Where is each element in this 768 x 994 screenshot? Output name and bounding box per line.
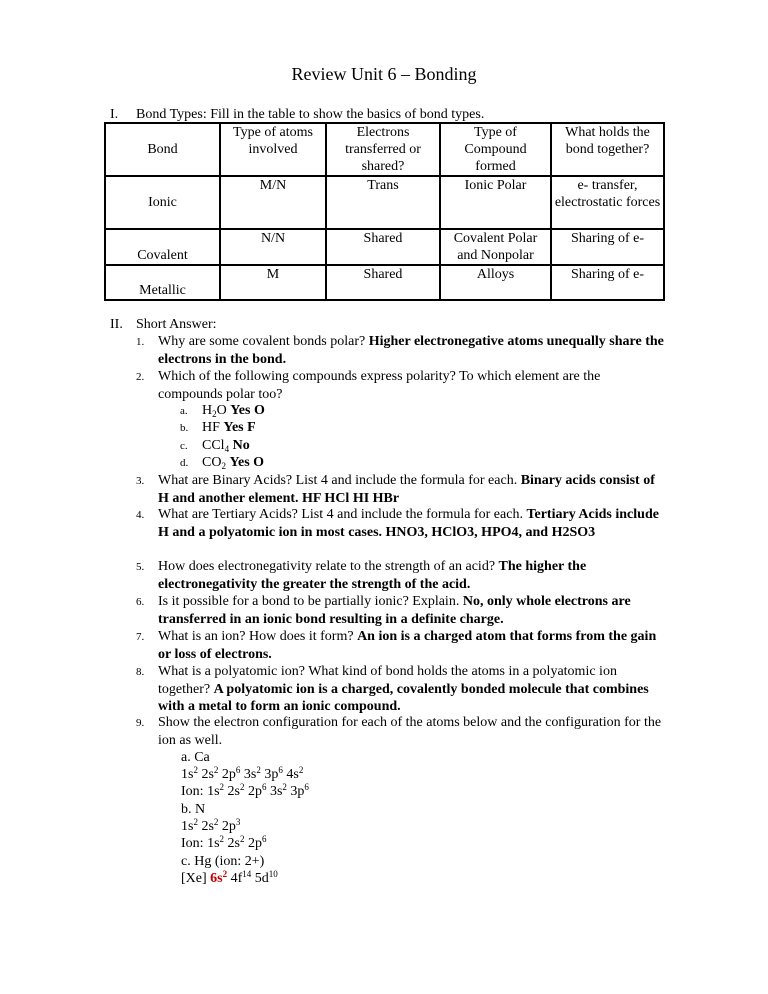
question-text: What are Tertiary Acids? List 4 and include the formula for each. (158, 507, 527, 522)
cell-bond: Covalent (105, 229, 220, 265)
cell-bond: Ionic (105, 176, 220, 229)
question-7 (136, 628, 666, 663)
item-letter: b. (180, 422, 189, 434)
cell-holds: Sharing of e- (551, 265, 664, 300)
question-3 (136, 472, 666, 507)
question-number: 7. (136, 631, 145, 643)
cell-atoms: M (220, 265, 326, 300)
formula: $CO_2$ (202, 455, 226, 471)
section-1-heading-text: Bond Types: Fill in the table to show the basics of bond types. (136, 107, 485, 122)
section-2-heading-text: Short Answer: (136, 317, 217, 332)
question-number: 9. (136, 717, 145, 729)
table-row (105, 176, 664, 229)
answer-text: Yes O (229, 455, 265, 470)
compound-item-a (180, 402, 265, 421)
atom-ca-label: a. Ca (181, 750, 210, 765)
question-number: 8. (136, 666, 145, 678)
cell-holds: e- transfer, electrostatic forces (551, 176, 664, 229)
question-text: What is a polyatomic ion? What kind of bond holds the atoms in a polyatomic ion together? (158, 664, 617, 697)
n-ion-configuration: Ion: $1s^2$ $2s^2$ $2p^6$ (181, 834, 267, 851)
question-number: 2. (136, 371, 145, 383)
question-1 (136, 333, 666, 368)
compound-item-b (180, 419, 256, 438)
question-text: Is it possible for a bond to be partially ionic? Explain. (158, 594, 463, 609)
page-title: Review Unit 6 – Bonding (291, 64, 477, 84)
header-electrons: Electrons transferred or shared? (326, 123, 440, 176)
cell-electrons: Shared (326, 265, 440, 300)
table-row (105, 265, 664, 300)
question-2 (136, 368, 666, 403)
question-number: 6. (136, 596, 145, 608)
ca-configuration: $1s^2$ $2s^2$ $2p^6$ $3s^2$ $3p^6$ $4s^2$ (181, 765, 304, 782)
header-compound: Type of Compound formed (440, 123, 551, 176)
cell-compound: Covalent Polar and Nonpolar (440, 229, 551, 265)
cell-atoms: M/N (220, 176, 326, 229)
item-letter: c. (180, 440, 188, 452)
n-configuration: $1s^2$ $2s^2$ $2p^3$ (181, 817, 241, 834)
header-atoms: Type of atoms involved (220, 123, 326, 176)
answer-text: The higher the electronegativity the greater the strength of the acid. (158, 559, 587, 592)
question-number: 1. (136, 336, 145, 348)
answer-text: No (232, 438, 250, 453)
question-4 (136, 506, 666, 541)
compound-item-c (180, 437, 250, 456)
cell-compound: Alloys (440, 265, 551, 300)
answer-text: Tertiary Acids include H and a polyatomic ion in most cases. HNO3, HClO3, HPO4, and H2SO3 (158, 507, 659, 540)
question-text: Show the electron configuration for each of the atoms below and the configuration for the ion as well. (158, 715, 662, 748)
question-9 (136, 714, 666, 749)
bond-types-table (104, 122, 665, 301)
table-header-row (105, 123, 664, 176)
question-text: How does electronegativity relate to the strength of an acid? (158, 559, 499, 574)
answer-text: No, only whole electrons are transferred in an ionic bond resulting in a definite charge. (158, 594, 631, 627)
question-number: 5. (136, 561, 145, 573)
atom-n-label: b. N (181, 802, 206, 817)
cell-bond: Metallic (105, 265, 220, 300)
cell-electrons: Trans (326, 176, 440, 229)
section-2-numeral: II. (110, 317, 123, 332)
question-8 (136, 663, 666, 716)
compound-item-d (180, 454, 264, 473)
cell-electrons: Shared (326, 229, 440, 265)
question-5 (136, 558, 666, 593)
header-bond: Bond (105, 123, 220, 176)
question-number: 3. (136, 475, 145, 487)
question-text: What are Binary Acids? List 4 and include the formula for each. (158, 473, 521, 488)
cell-atoms: N/N (220, 229, 326, 265)
atom-hg-label: c. Hg (ion: 2+) (181, 854, 265, 869)
answer-text: A polyatomic ion is a charged, covalently bonded molecule that combines with a metal to form an ionic compound. (158, 681, 649, 714)
question-text: Why are some covalent bonds polar? (158, 334, 369, 349)
answer-text: Binary acids consist of H and another element. HF HCl HI HBr (158, 473, 655, 506)
formula: CCl$_4$ (202, 438, 230, 454)
ca-ion-configuration: Ion: $1s^2$ $2s^2$ $2p^6$ $3s^2$ $3p^6$ (181, 782, 309, 799)
question-text: Which of the following compounds express polarity? To which element are the compounds polar too? (158, 369, 601, 402)
cell-compound: Ionic Polar (440, 176, 551, 229)
hg-configuration: [Xe] $6s^2$ $4f^{14}$ $5d^{10}$ (181, 869, 278, 886)
answer-text: Yes F (223, 420, 256, 435)
item-letter: d. (180, 457, 189, 469)
highlighted-6s2: $6s^2$ (210, 869, 228, 886)
question-6 (136, 593, 666, 628)
item-letter: a. (180, 405, 188, 417)
question-number: 4. (136, 509, 145, 521)
answer-text: Higher electronegative atoms unequally share the electrons in the bond. (158, 334, 664, 367)
header-holds: What holds the bond together? (551, 123, 664, 176)
section-1-numeral: I. (110, 107, 119, 122)
answer-text: Yes O (230, 403, 265, 418)
formula: $H_2O$ (202, 403, 227, 419)
formula: HF (202, 420, 220, 435)
answer-text: An ion is a charged atom that forms from the gain or loss of electrons. (158, 629, 657, 662)
table-row (105, 229, 664, 265)
cell-holds: Sharing of e- (551, 229, 664, 265)
question-text: What is an ion? How does it form? (158, 629, 358, 644)
section-2-heading (110, 316, 217, 334)
section-1-heading (110, 106, 484, 124)
